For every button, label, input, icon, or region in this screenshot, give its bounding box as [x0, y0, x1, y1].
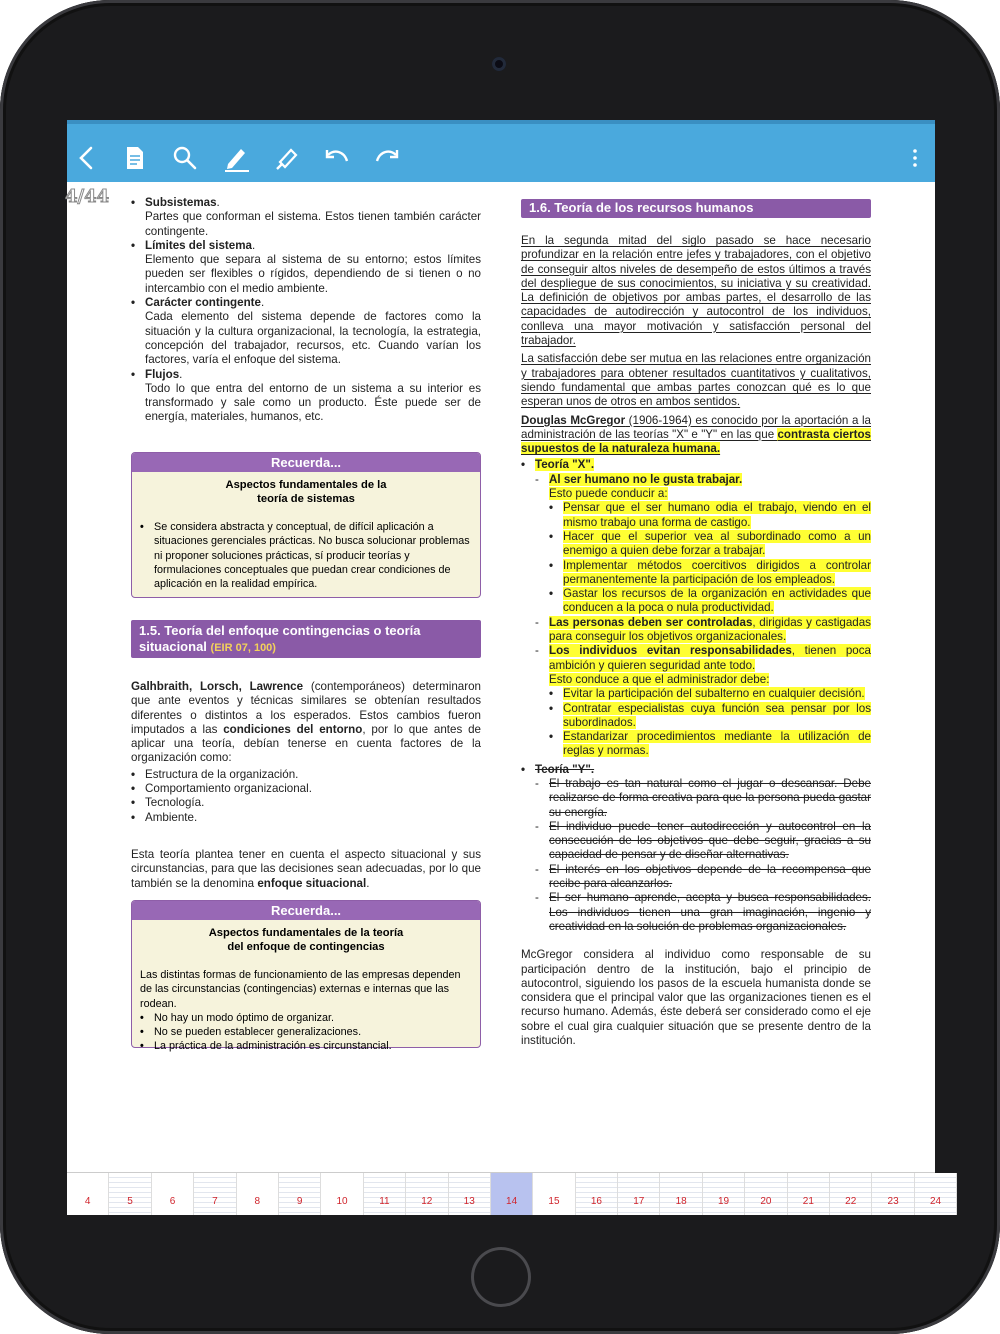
page-thumbnail[interactable]	[109, 1173, 151, 1215]
home-button[interactable]	[471, 1247, 531, 1307]
page-thumbnail-number: 17	[633, 1196, 645, 1207]
list-item: • Estructura de la organización.	[131, 768, 481, 782]
page-thumbnail-number: 12	[421, 1196, 433, 1207]
list-item: • Hacer que el superior vea al subordinado como a un enemigo a quien debe forzar a trabajar.	[549, 530, 871, 559]
page-thumbnail[interactable]	[872, 1173, 914, 1215]
page-thumbnail[interactable]	[194, 1173, 236, 1215]
list-item: • Evitar la participación del subalterno en cualquier decisión.	[549, 687, 871, 701]
hr-theory-text	[521, 234, 871, 1048]
list-item: • Se considera abstracta y conceptual, de difícil aplicación a situaciones gerenciales prácticas. No busca solucionar problemas ni proponer soluciones prácticas, sí producir teorías y formulaciones conceptuales que puedan crear condiciones de aplicación en la realidad empírica.	[140, 520, 470, 591]
paragraph: La satisfacción debe ser mutua en las relaciones entre organización y trabajadores para obtener resultados cuantitativos y cualitativos, siendo fundamental que ambas partes conozcan qué es lo que esperan unos de otros en ambos sentidos.	[521, 352, 871, 409]
camera	[492, 57, 506, 71]
screen	[65, 120, 942, 1214]
list-item: • Subsistemas. Partes que conforman el sistema. Estos tienen también carácter contingente.	[131, 196, 481, 239]
recuerda-title: Aspectos fundamentales de la teoría del enfoque de contingencias	[208, 927, 404, 953]
list-item: • Comportamiento organizacional.	[131, 782, 481, 796]
more-icon[interactable]	[903, 144, 927, 172]
redo-icon[interactable]	[373, 144, 401, 172]
list-item: • Flujos. Todo lo que entra del entorno de un sistema a su interior es transformado y sale como un producto. Éste puede ser de energía, materiales, humanos, etc.	[131, 368, 481, 425]
page-thumbnail[interactable]	[279, 1173, 321, 1215]
page-thumbnail[interactable]	[660, 1173, 702, 1215]
recuerda-title: Aspectos fundamentales de la teoría de sistemas	[225, 479, 387, 505]
page-thumbnail-number: 4	[84, 1196, 91, 1207]
list-item: • Límites del sistema. Elemento que separa al sistema de su entorno; estos límites pueden ser flexibles o rígidos, dependiendo de si tienen o no intercambio con el medio ambiente.	[131, 239, 481, 296]
page-thumbnail[interactable]	[67, 1173, 109, 1215]
page-thumbnail-number: 22	[845, 1196, 857, 1207]
list-item: • No hay un modo óptimo de organizar.	[140, 1011, 470, 1025]
page-thumbnail-number: 6	[169, 1196, 176, 1207]
page-thumbnail-number: 20	[760, 1196, 772, 1207]
list-item: • Implementar métodos coercitivos dirigidos a controlar permanentemente la participación de los empleados.	[549, 559, 871, 588]
paragraph: En la segunda mitad del siglo pasado se hace necesario profundizar en la relación entre jefes y trabajadores, con el objetivo de conseguir altos niveles de desempeño de estos últimos a través del despliegue de sus conocimientos, su iniciativa y su creatividad. La definición de objetivos por ambas partes, el desarrollo de las capacidades de autodirección y autocontrol de los individuos, conlleva una mayor motivación y satisfacción personal del trabajador.	[521, 234, 871, 348]
page-thumbnail[interactable]	[491, 1173, 533, 1215]
document-icon[interactable]	[121, 144, 149, 172]
list-item: • Teoría "Y". - El trabajo es tan natural como el jugar o descansar. Debe realizarse de forma creativa para que la persona pueda gastar su energía. - El individuo puede tener autodirección y autocontrol en la consecución de los objetivos que debe seguir, gracias a su capacidad de pensar y de diseñar alternativas. - El interés en los objetivos depende de la recompensa que recibe para alcanzarlos. - El ser humano aprende, acepta y busca responsabilidades. Los individuos tienen una gran imaginación, ingenio y creatividad en la solución de problemas organizacionales.	[521, 763, 871, 935]
paragraph: McGregor considera al individuo como responsable de su participación dentro de la institución, bajo el principio de autocontrol, siguiendo los pasos de la escuela humanista donde se considera que el principal valor que las organizaciones tienen es el recurso humano. Además, éste deberá ser considerado como el eje sobre el cual gira cualquier situación que se presente dentro de la institución.	[521, 948, 871, 1048]
list-item: • Contratar especialistas cuya función sea pensar por los subordinados.	[549, 702, 871, 731]
recuerda-box-contingency	[131, 900, 481, 1053]
contingency-paragraph: Galhbraith, Lorsch, Lawrence (contemporáneos) determinaron que ante eventos y técnicas similares se obtenían resultados diferentes o distintos a los esperados. Estos cambios fueron imputados a las condiciones del entorno, por lo que antes de aplicar una teoría, debían tenerse en cuenta factores de la organización como: • Estructura de la organización. • Comportamiento organizacional. • Tecnología. • Ambiente.	[131, 680, 481, 825]
page-thumbnail[interactable]	[915, 1173, 957, 1215]
factors-list	[131, 768, 481, 825]
list-item: • Carácter contingente. Cada elemento del sistema depende de factores como la situación y la cultura organizacional, la tecnología, la estrategia, concepción del trabajador, recursos, etc. Cuando varían los factores, varía el enfoque del sistema.	[131, 296, 481, 367]
page-thumbnail[interactable]	[406, 1173, 448, 1215]
search-icon[interactable]	[171, 144, 199, 172]
highlighter-icon[interactable]	[273, 144, 301, 172]
page-thumbnail[interactable]	[618, 1173, 660, 1215]
page-thumbnail[interactable]	[788, 1173, 830, 1215]
page-thumbnail-number: 23	[887, 1196, 899, 1207]
list-item: • Estandarizar procedimientos mediante la utilización de reglas y normas.	[549, 730, 871, 759]
left-column	[131, 196, 481, 425]
page-thumbnail-number: 9	[296, 1196, 303, 1207]
list-item: • La práctica de la administración es circunstancial.	[140, 1039, 470, 1053]
page-thumbnail-number: 19	[717, 1196, 730, 1207]
toolbar	[67, 120, 935, 182]
list-item: • Gastar los recursos de la organización en actividades que conducen a la poca o nula productividad.	[549, 587, 871, 616]
page-thumbnail[interactable]	[703, 1173, 745, 1215]
eir-reference: (EIR 07, 100)	[210, 642, 276, 654]
situational-paragraph: Esta teoría plantea tener en cuenta el aspecto situacional y sus circunstancias, para que las decisiones sean adecuadas, por lo que también se la denomina enfoque situacional.	[131, 848, 481, 890]
list-item: • No se pueden establecer generalizaciones.	[140, 1025, 470, 1039]
page-thumbnail-number: 8	[254, 1196, 261, 1207]
undo-icon[interactable]	[323, 144, 351, 172]
page-thumbnail-number: 16	[590, 1196, 602, 1207]
page-thumbnail[interactable]	[576, 1173, 618, 1215]
page-thumbnail-number: 14	[506, 1196, 518, 1207]
page-thumbnail[interactable]	[237, 1173, 279, 1215]
page-thumbnail-number: 10	[336, 1196, 348, 1207]
page-thumbnail[interactable]	[321, 1173, 363, 1215]
page-thumbnail[interactable]	[152, 1173, 194, 1215]
list-item: • Teoría "X". - Al ser humano no le gusta trabajar. Esto puede conducir a: • Pensar que el ser humano odia el trabajo, viendo en el mismo trabajo una forma de castigo. • Hacer que el superior vea al subordinado como a un enemigo a quien debe forzar a trabajar. • Implementar métodos coercitivos dirigidos a controlar permanentemente la participación de los empleados. • Gastar los recursos de la organización en actividades que conducen a la poca o nula productividad. - Las personas deben ser controladas, dirigidas y castigadas para conseguir los objetivos organizacionales. - Los individuos evitan responsabilidades, tienen poca ambición y quieren seguridad ante todo. Esto conduce a que el administrador debe: • Evitar la participación del subalterno en cualquier decisión. • Contratar especialistas cuya función sea pensar por los subordinados. • Estandarizar procedimientos mediante la utilización de reglas y normas.	[521, 458, 871, 758]
page-thumbnail-number: 15	[548, 1196, 560, 1207]
page-thumbnail-number: 21	[802, 1196, 814, 1207]
paragraph: Douglas McGregor (1906-1964) es conocido por la aportación a la administración de las teorías "X" e "Y" en las que contrasta ciertos supuestos de la naturaleza humana.	[521, 413, 872, 456]
page-thumbnail-number: 24	[929, 1196, 942, 1207]
recuerda-heading: Recuerda...	[132, 901, 480, 920]
page-thumbnail-number: 7	[212, 1196, 218, 1207]
page-thumbnail[interactable]	[364, 1173, 406, 1215]
recuerda-heading: Recuerda...	[132, 453, 480, 472]
system-properties-list	[131, 196, 481, 425]
page-counter: 4/44	[65, 186, 110, 207]
page-thumbnail-number: 13	[463, 1196, 475, 1207]
page-thumbnail-number: 11	[379, 1196, 390, 1207]
back-icon[interactable]	[73, 144, 101, 172]
section-header-1-5: 1.5. Teoría del enfoque contingencias o teoría situacional (EIR 07, 100)	[131, 620, 481, 658]
list-item: • Ambiente.	[131, 811, 481, 825]
recuerda-intro: Las distintas formas de funcionamiento de las empresas dependen de las circunstancias (contingencias) externas e internas que las rodean.	[140, 969, 461, 1010]
page-thumbnail[interactable]	[830, 1173, 872, 1215]
theory-x-list	[521, 458, 871, 934]
recuerda-box-systems	[131, 452, 481, 598]
page-thumbnail[interactable]	[745, 1173, 787, 1215]
thumbnail-strip	[67, 1172, 942, 1214]
list-item: • Pensar que el ser humano odia el trabajo, viendo en el mismo trabajo una forma de castigo.	[549, 501, 871, 530]
page-thumbnail[interactable]	[449, 1173, 491, 1215]
document-page[interactable]	[67, 182, 935, 1172]
page-thumbnail[interactable]	[533, 1173, 575, 1215]
page-thumbnail-number: 5	[127, 1196, 133, 1207]
list-item: • Tecnología.	[131, 796, 481, 810]
section-header-1-6: 1.6. Teoría de los recursos humanos	[521, 199, 871, 218]
pen-icon[interactable]	[222, 144, 250, 172]
page-thumbnail-number: 18	[675, 1196, 687, 1207]
